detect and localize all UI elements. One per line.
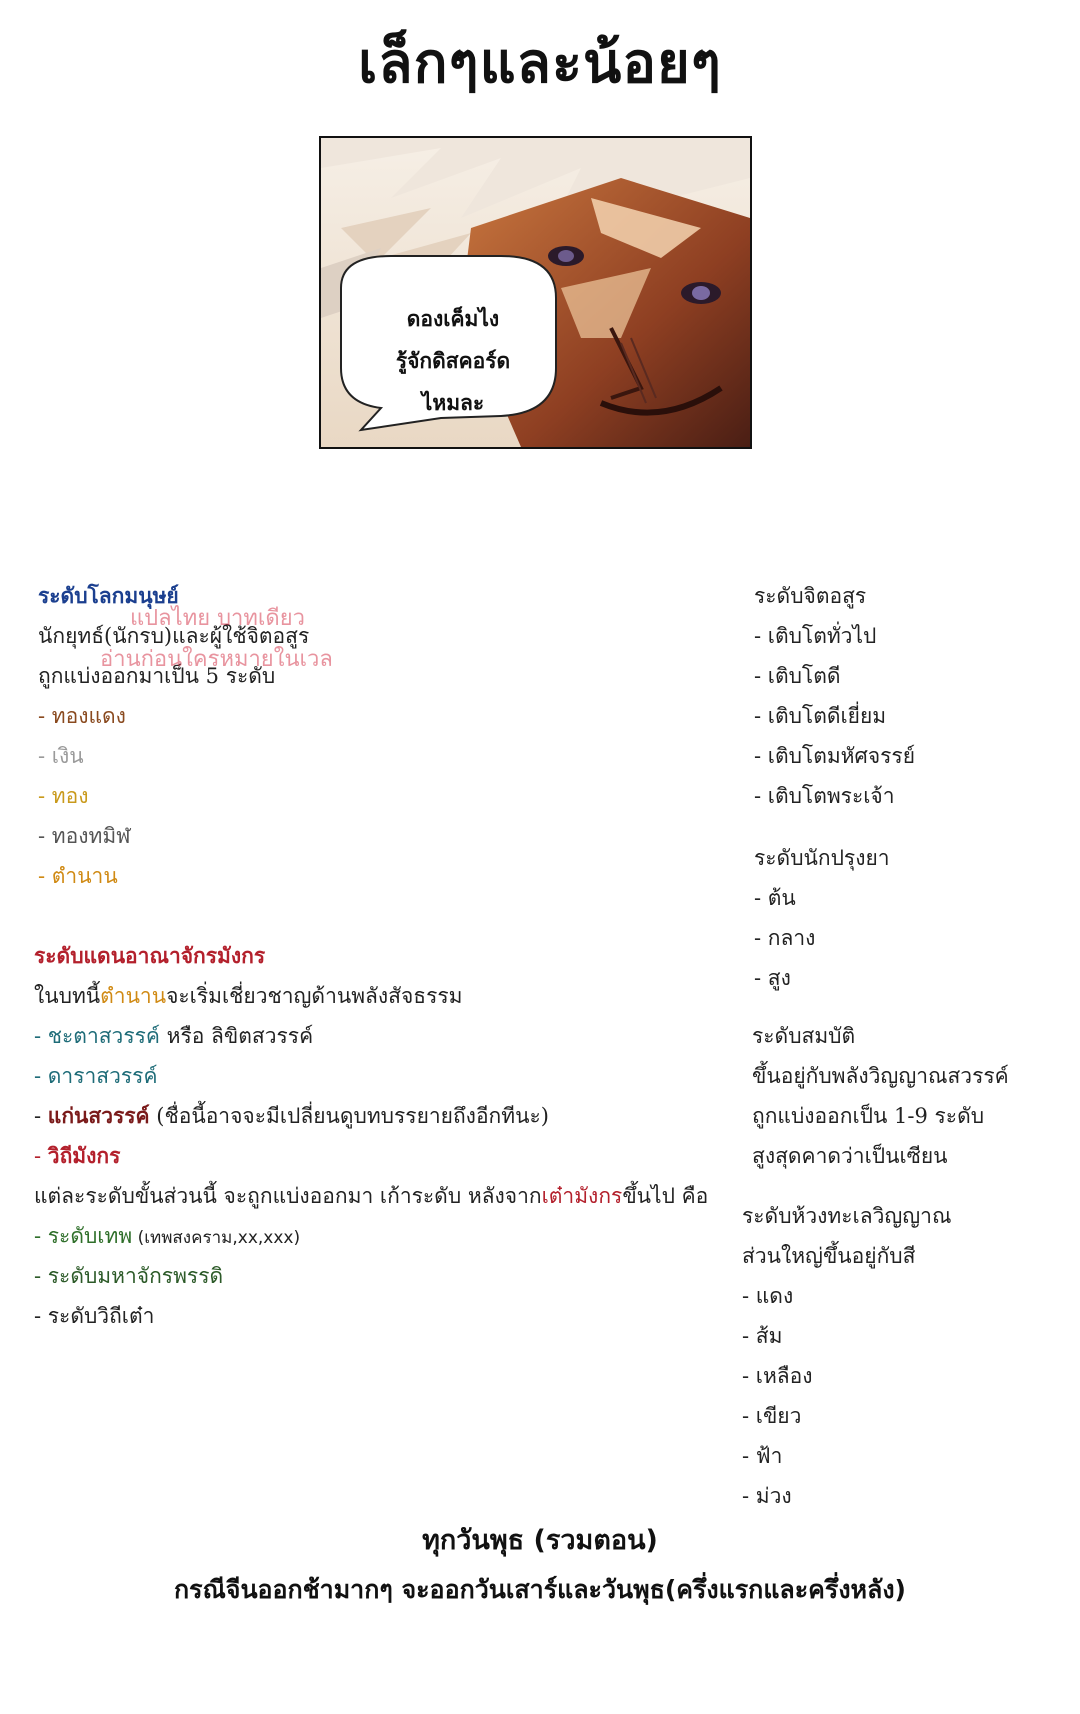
beast-item: - เติบโตทั่วไป (754, 624, 877, 648)
rank-dark-gold: - ทองทมิฬ (38, 824, 131, 848)
beast-heading: ระดับจิตอสูร (754, 584, 867, 608)
deity-rank: - ระดับเทพ (เทพสงคราม,xx,xxx) (34, 1224, 301, 1248)
manga-panel (319, 136, 752, 449)
beast-item: - เติบโตดี (754, 664, 841, 688)
dragon-split-note: แต่ละระดับขั้นส่วนนี้ จะถูกแบ่งออกมา เก้าระดับ หลังจากเต๋ามังกรขึ้นไป คือ (34, 1184, 709, 1208)
soul-sub: ส่วนใหญ่ขึ้นอยู่กับสี (742, 1244, 916, 1268)
speech-bubble (363, 298, 543, 424)
soul-color-item: - เหลือง (742, 1364, 813, 1388)
mortal-desc: ถูกแบ่งออกมาเป็น 5 ระดับ (38, 664, 276, 688)
beast-item: - เติบโตดีเยี่ยม (754, 704, 887, 728)
soul-heading: ระดับห้วงทะเลวิญญาณ (742, 1204, 952, 1228)
dragon-item: - แก่นสวรรค์ (ชื่อนี้อาจจะมีเปลี่ยนดูบทบรรยายถึงอีกทีนะ) (34, 1103, 549, 1128)
alchemist-item: - สูง (754, 966, 791, 990)
watermark-text: แปลไทย บาทเดียว (130, 606, 305, 631)
speech-line: ไหมละ (421, 391, 485, 415)
mortal-desc: นักยุทธ์(นักรบ)และผู้ใช้จิตอสูร (38, 624, 310, 648)
alchemist-heading: ระดับนักปรุงยา (754, 846, 890, 870)
dragon-item: - ชะตาสวรรค์ หรือ ลิขิตสวรรค์ (34, 1024, 314, 1048)
dragon-intro: ในบทนี้ตำนานจะเริ่มเชี่ยวชาญด้านพลังสัจธรรม (34, 984, 463, 1008)
rank-gold: - ทอง (38, 784, 89, 808)
soul-color-item: - แดง (742, 1284, 794, 1308)
treasure-line: ขึ้นอยู่กับพลังวิญญาณสวรรค์ (752, 1064, 1009, 1088)
rank-silver: - เงิน (38, 744, 84, 768)
speech-line: รู้จักดิสคอร์ด (395, 349, 511, 373)
soul-color-item: - เขียว (742, 1404, 802, 1428)
dragon-item: - วิถีมังกร (34, 1143, 121, 1168)
left-column (34, 580, 709, 1340)
dragon-heading: ระดับแดนอาณาจักรมังกร (34, 943, 266, 968)
treasure-line: ถูกแบ่งออกเป็น 1-9 ระดับ (752, 1104, 985, 1128)
page-title: เล็กๆและน้อยๆ (358, 31, 722, 96)
soul-color-item: - ม่วง (742, 1484, 792, 1508)
schedule-title: ทุกวันพุธ (รวมตอน) (422, 1525, 658, 1556)
schedule-note: กรณีจีนออกช้ามากๆ จะออกวันเสาร์และวันพุธ(ครึ่งแรกและครึ่งหลัง) (174, 1575, 906, 1604)
dragon-item: - ดาราสวรรค์ (34, 1064, 158, 1088)
soul-color-item: - ฟ้า (742, 1444, 783, 1468)
alchemist-item: - กลาง (754, 926, 816, 950)
treasure-heading: ระดับสมบัติ (752, 1024, 856, 1048)
beast-item: - เติบโตมหัศจรรย์ (754, 744, 916, 768)
rank-legend: - ตำนาน (38, 864, 118, 888)
alchemist-item: - ต้น (754, 886, 796, 910)
rank-copper: - ทองแดง (38, 704, 126, 728)
watermark-text: อ่านก่อนใครหมายในเวล (100, 647, 333, 672)
right-column (742, 580, 1064, 1508)
mortal-heading: ระดับโลกมนุษย์ (38, 583, 179, 608)
soul-color-item: - ส้ม (742, 1324, 783, 1348)
treasure-line: สูงสุดคาดว่าเป็นเซียน (752, 1144, 948, 1168)
speech-line: ดองเค็มไง (406, 307, 500, 331)
beast-item: - เติบโตพระเจ้า (754, 784, 895, 808)
emperor-rank: - ระดับมหาจักรพรรดิ (34, 1264, 224, 1288)
tao-rank: - ระดับวิถีเต๋า (34, 1304, 155, 1328)
